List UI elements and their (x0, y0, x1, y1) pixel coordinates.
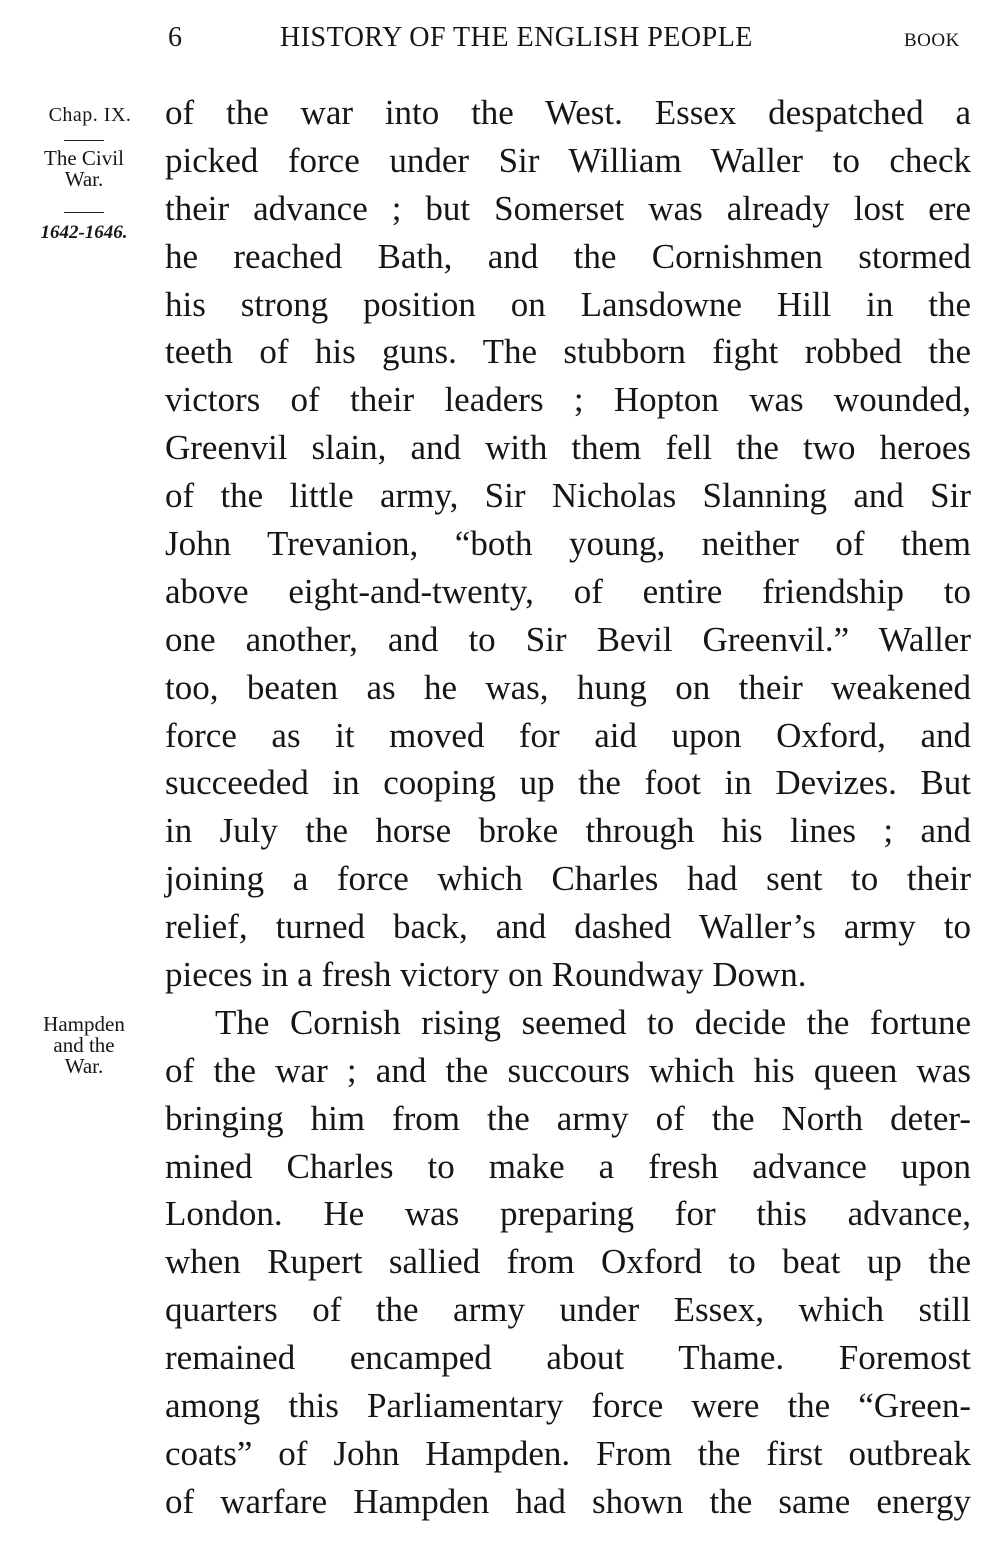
body-line-11: above eight-and-twenty, of entire friendship to (165, 571, 971, 611)
margin-note-hampden-line-2: and the (53, 1033, 115, 1057)
body-line-23: mined Charles to make a fresh advance upon (165, 1146, 971, 1186)
margin-note-civil-war-line-2: War. (64, 167, 104, 191)
body-line-10: John Trevanion, “both young, neither of them (165, 524, 971, 564)
running-title: HISTORY OF THE ENGLISH PEOPLE (280, 22, 753, 53)
body-line-24: London. He was preparing for this advance, (165, 1194, 971, 1234)
margin-note-civil-war (14, 148, 154, 190)
body-line-4: he reached Bath, and the Cornishmen stormed (165, 236, 971, 276)
body-line-21: of the war ; and the succours which his queen was (165, 1050, 971, 1090)
body-line-27: remained encamped about Thame. Foremost (165, 1338, 971, 1378)
body-line-28: among this Parliamentary force were the “Green- (165, 1386, 971, 1426)
body-line-6: teeth of his guns. The stubborn fight robbed the (165, 332, 971, 372)
body-line-29: coats” of John Hampden. From the first outbreak (165, 1433, 971, 1473)
body-line-2: picked force under Sir William Waller to check (165, 140, 971, 180)
body-line-15: succeeded in cooping up the foot in Devizes. But (165, 763, 971, 803)
body-line-20: The Cornish rising seemed to decide the fortune (215, 1002, 971, 1042)
body-line-25: when Rupert sallied from Oxford to beat up the (165, 1242, 971, 1282)
margin-note-hampden-line-3: War. (64, 1054, 104, 1078)
running-book-label: BOOK (904, 30, 960, 51)
body-line-3: their advance ; but Somerset was already lost ere (165, 188, 971, 228)
body-line-30: of warfare Hampden had shown the same energy (165, 1481, 971, 1521)
body-line-12: one another, and to Sir Bevil Greenvil.” Waller (165, 619, 971, 659)
page-number: 6 (168, 22, 182, 53)
body-line-18: relief, turned back, and dashed Waller’s army to (165, 907, 971, 947)
body-line-7: victors of their leaders ; Hopton was wounded, (165, 380, 971, 420)
body-line-9: of the little army, Sir Nicholas Slanning and Sir (165, 476, 971, 516)
margin-note-hampden (14, 1014, 154, 1077)
margin-note-hampden-line-1: Hampden (43, 1012, 125, 1036)
body-line-26: quarters of the army under Essex, which still (165, 1290, 971, 1330)
margin-rule (64, 212, 104, 213)
margin-note-civil-war-line-1: The Civil (44, 146, 124, 170)
running-head (0, 18, 1000, 58)
body-line-14: force as it moved for aid upon Oxford, and (165, 715, 971, 755)
body-line-5: his strong position on Lansdowne Hill in the (165, 284, 971, 324)
body-line-1: of the war into the West. Essex despatched a (165, 93, 971, 132)
margin-rule-top (64, 140, 104, 141)
body-text (165, 89, 971, 1526)
margin-note-chapter: Chap. IX. (48, 104, 132, 126)
body-line-8: Greenvil slain, and with them fell the two heroes (165, 428, 971, 468)
body-line-13: too, beaten as he was, hung on their weakened (165, 667, 971, 707)
body-line-22: bringing him from the army of the North deter- (165, 1098, 971, 1138)
body-line-16: in July the horse broke through his lines ; and (165, 811, 971, 851)
body-line-19: pieces in a fresh victory on Roundway Down. (165, 955, 807, 995)
margin-note-years: 1642-1646. (40, 222, 128, 243)
body-line-17: joining a force which Charles had sent to their (165, 859, 971, 899)
